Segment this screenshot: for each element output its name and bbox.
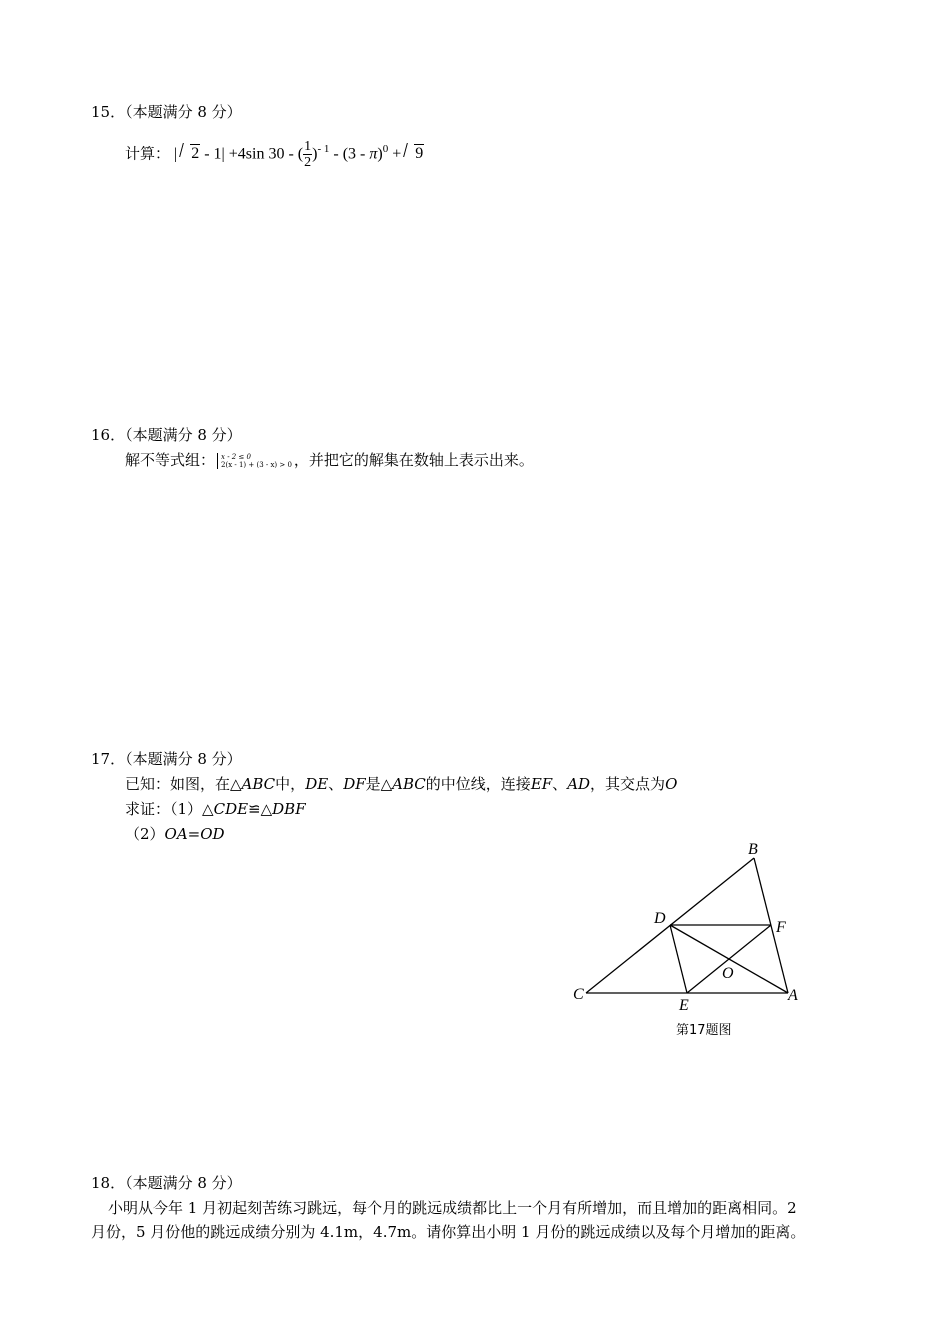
- fraction-denominator: 2: [304, 155, 312, 171]
- q17-prove-2: [125, 824, 225, 844]
- abs-bar: |: [221, 145, 225, 163]
- q17-prove-1: [125, 799, 306, 819]
- pi-symbol: π: [369, 145, 378, 163]
- inequality-2: 2(x - 1) + (3 - x) > 0: [221, 461, 292, 469]
- label-o: O: [722, 965, 734, 982]
- q18-score: （本题满分 8 分）: [125, 1174, 242, 1192]
- sin-term: +4sin 30 -: [224, 145, 294, 163]
- label-c: C: [573, 986, 584, 1003]
- figure-caption: 第17题图: [676, 1023, 732, 1038]
- q15-number: 15．: [91, 103, 126, 121]
- segment-ad: AD: [567, 775, 591, 793]
- text: （2）: [125, 825, 165, 843]
- fraction-one-half: [303, 139, 312, 170]
- segment-ef: EF: [530, 775, 553, 793]
- sqrt-2-radicand: 2: [191, 145, 200, 163]
- label-e: E: [679, 997, 689, 1014]
- triangle-dbf: DBF: [272, 800, 306, 818]
- triangle-cde: CDE: [213, 800, 249, 818]
- text: 的中位线，连接: [425, 775, 531, 793]
- q16-suffix: ，并把它的解集在数轴上表示出来。: [293, 451, 534, 469]
- text: 、: [552, 775, 568, 793]
- text: 已知：如图，在△: [125, 775, 242, 793]
- sqrt-2: [181, 141, 200, 167]
- label-f: F: [776, 919, 786, 936]
- point-o: O: [665, 775, 678, 793]
- plus: +: [388, 145, 406, 163]
- exponent-zero: 0: [382, 143, 389, 155]
- segment-de: [670, 925, 687, 993]
- paren: ): [312, 145, 318, 163]
- segment-da: [670, 925, 788, 993]
- sqrt-9-radicand: 9: [415, 145, 424, 163]
- fraction-numerator: 1: [304, 139, 312, 155]
- sqrt-9: [405, 141, 424, 167]
- q18-line-2: 月份，5 月份他的跳远成绩分别为 4.1m，4.7m。请你算出小明 1 月份的跳远成绩以及每个月增加的距离。: [91, 1223, 806, 1241]
- segment-de: DE: [305, 775, 329, 793]
- q17-given: [125, 774, 677, 794]
- text: 求证：（1）△: [125, 800, 214, 818]
- paren: ): [377, 145, 383, 163]
- q15-prompt: 计算：: [125, 146, 171, 163]
- equation-oa-od: OA=OD: [164, 825, 225, 843]
- exponent-neg1: - 1: [317, 143, 330, 155]
- q18-number: 18．: [91, 1174, 126, 1192]
- q15-expression: [125, 136, 424, 170]
- q16-prompt-line: [125, 450, 534, 470]
- minus-paren: - (3 -: [329, 145, 370, 163]
- q16-prompt: 解不等式组：: [125, 451, 216, 469]
- paren: (: [293, 145, 304, 163]
- q17-score: （本题满分 8 分）: [125, 750, 242, 768]
- abs-bar: |: [174, 145, 178, 163]
- triangle-abc: ABC: [392, 775, 426, 793]
- text: 、: [328, 775, 344, 793]
- label-d: D: [654, 910, 666, 927]
- segment-df: DF: [343, 775, 366, 793]
- q16-number: 16．: [91, 426, 126, 444]
- text: ，其交点为: [590, 775, 666, 793]
- q17-figure: [560, 835, 820, 1050]
- text: 中，: [275, 775, 306, 793]
- q16-score: （本题满分 8 分）: [125, 426, 242, 444]
- inequality-system: [217, 453, 292, 469]
- label-b: B: [748, 841, 758, 858]
- minus-one: - 1: [200, 145, 222, 163]
- label-a: A: [788, 987, 798, 1004]
- text: ≌△: [248, 800, 273, 818]
- q16-heading: [91, 425, 242, 445]
- triangle-abc: ABC: [241, 775, 276, 793]
- q15-score: （本题满分 8 分）: [125, 103, 242, 121]
- q18-body: [91, 1198, 861, 1242]
- q15-heading: [91, 102, 242, 122]
- q18-line-1: 小明从今年 1 月初起刻苦练习跳远，每个月的跳远成绩都比上一个月有所增加，而且增加的距离相同。2: [108, 1199, 797, 1217]
- text: 是△: [365, 775, 393, 793]
- q17-heading: [91, 749, 242, 769]
- q17-number: 17．: [91, 750, 126, 768]
- inequality-1: x - 2 ≤ 0: [221, 453, 252, 461]
- q18-heading: [91, 1173, 242, 1193]
